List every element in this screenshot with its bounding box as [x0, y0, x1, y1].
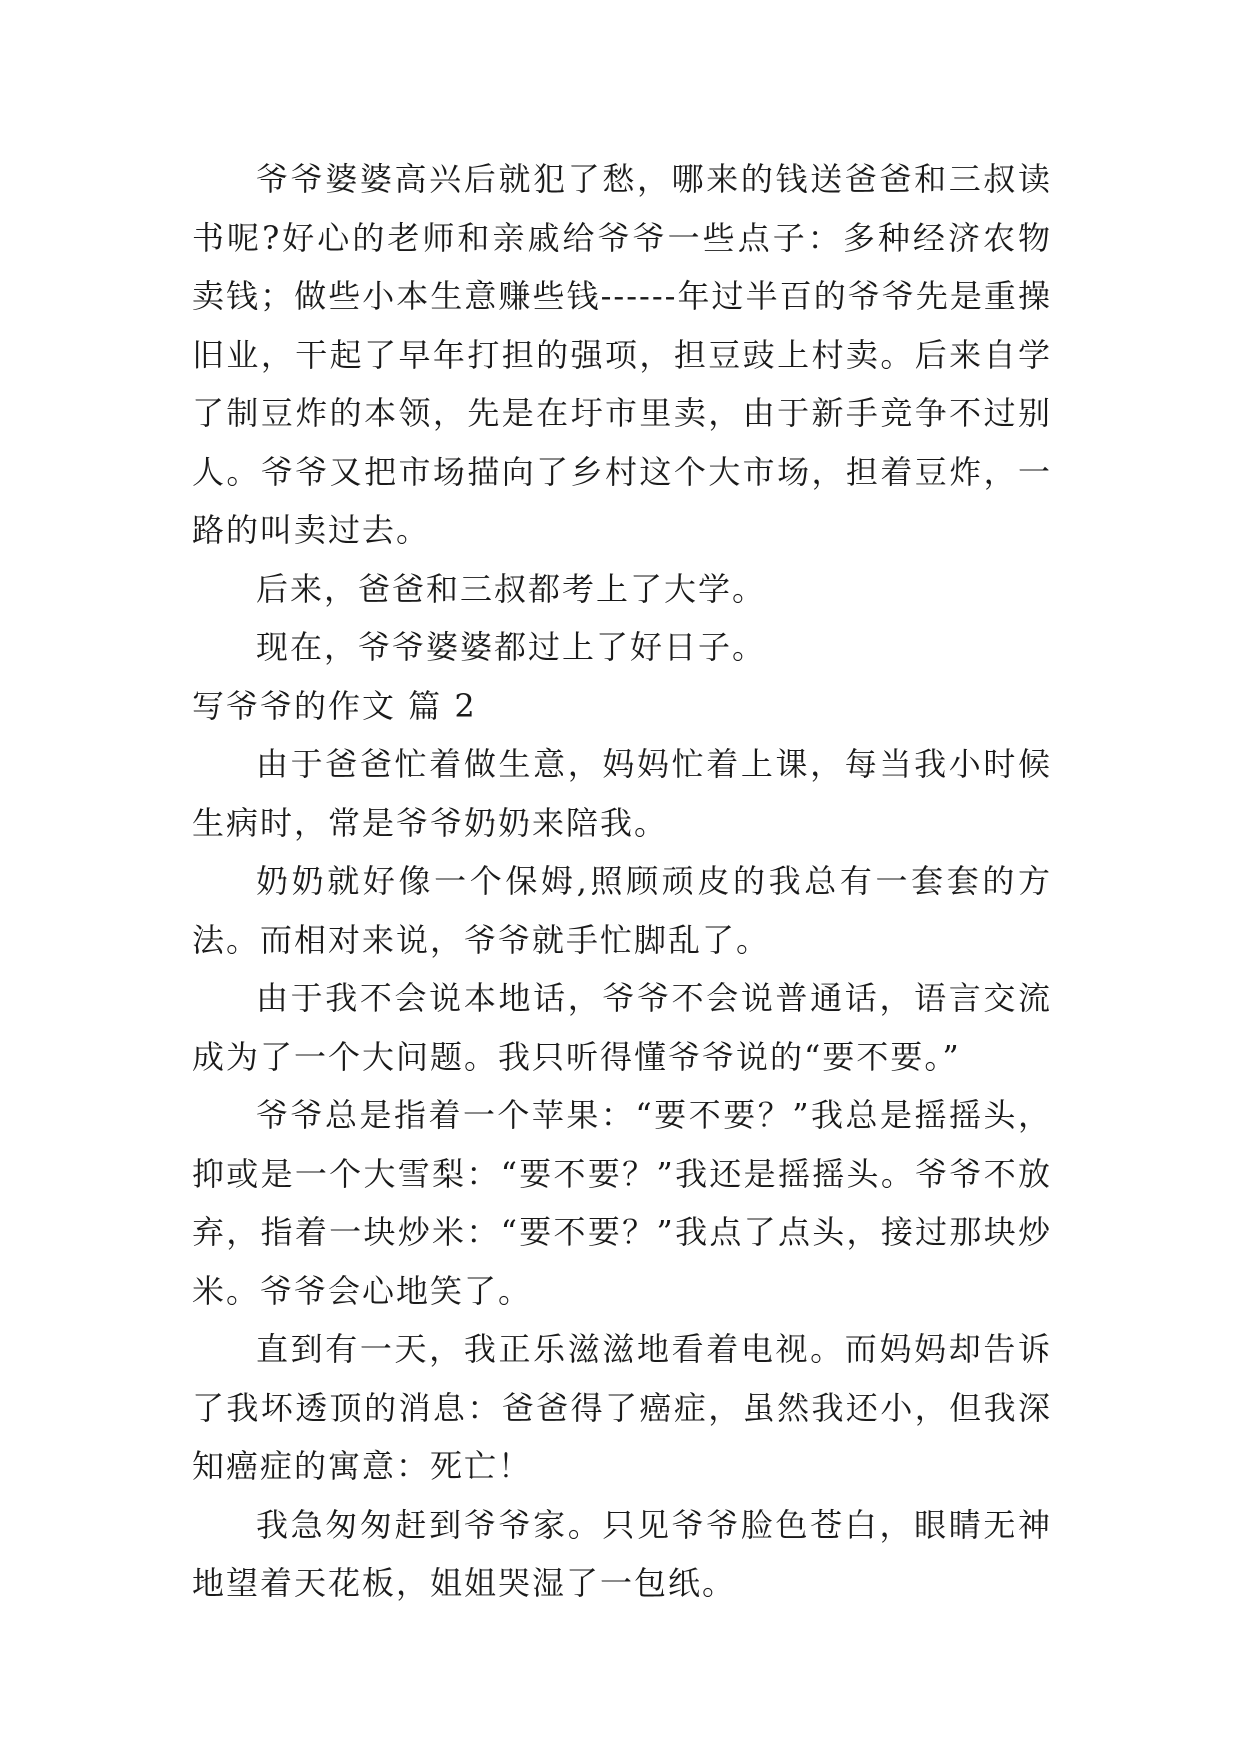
paragraph: 现在，爷爷婆婆都过上了好日子。: [256, 628, 767, 666]
paragraph: 爷爷总是指着一个苹果：“要不要？”我总是摇摇头，抑或是一个大雪梨：“要不要？”我还是摇摇头。爷爷不放弃，指着一块炒米：“要不要？”我点了点头，接过那块炒米。爷爷会心地笑了。: [192, 1096, 1052, 1310]
paragraph: 爷爷婆婆高兴后就犯了愁，哪来的钱送爸爸和三叔读书呢?好心的老师和亲戚给爷爷一些点子：多种经济农物卖钱；做些小本生意赚些钱------年过半百的爷爷先是重操旧业，干起了早年打担的强项，担豆豉上村卖。后来自学了制豆炸的本领，先是在圩市里卖，由于新手竞争不过别人。爷爷又把市场描向了乡村这个大市场，担着豆炸，一路的叫卖过去。: [192, 160, 1052, 549]
paragraph: 后来，爸爸和三叔都考上了大学。: [256, 569, 767, 608]
paragraph: 我急匆匆赶到爷爷家。只见爷爷脸色苍白，眼睛无神地望着天花板，姐姐哭湿了一包纸。: [192, 1505, 1052, 1602]
paragraph: 直到有一天，我正乐滋滋地看着电视。而妈妈却告诉了我坏透顶的消息：爸爸得了癌症，虽然我还小，但我深知癌症的寓意：死亡！: [192, 1330, 1052, 1485]
section-heading: 写爷爷的作文 篇 2: [192, 686, 477, 725]
paragraph: 由于我不会说本地话，爷爷不会说普通话，语言交流成为了一个大问题。我只听得懂爷爷说的“要不要。”: [192, 979, 1052, 1076]
paragraph: 奶奶就好像一个保姆,照顾顽皮的我总有一套套的方法。而相对来说，爷爷就手忙脚乱了。: [192, 862, 1052, 959]
paragraph: 由于爸爸忙着做生意，妈妈忙着上课，每当我小时候生病时，常是爷爷奶奶来陪我。: [192, 745, 1052, 842]
document-body: [192, 150, 1052, 1613]
